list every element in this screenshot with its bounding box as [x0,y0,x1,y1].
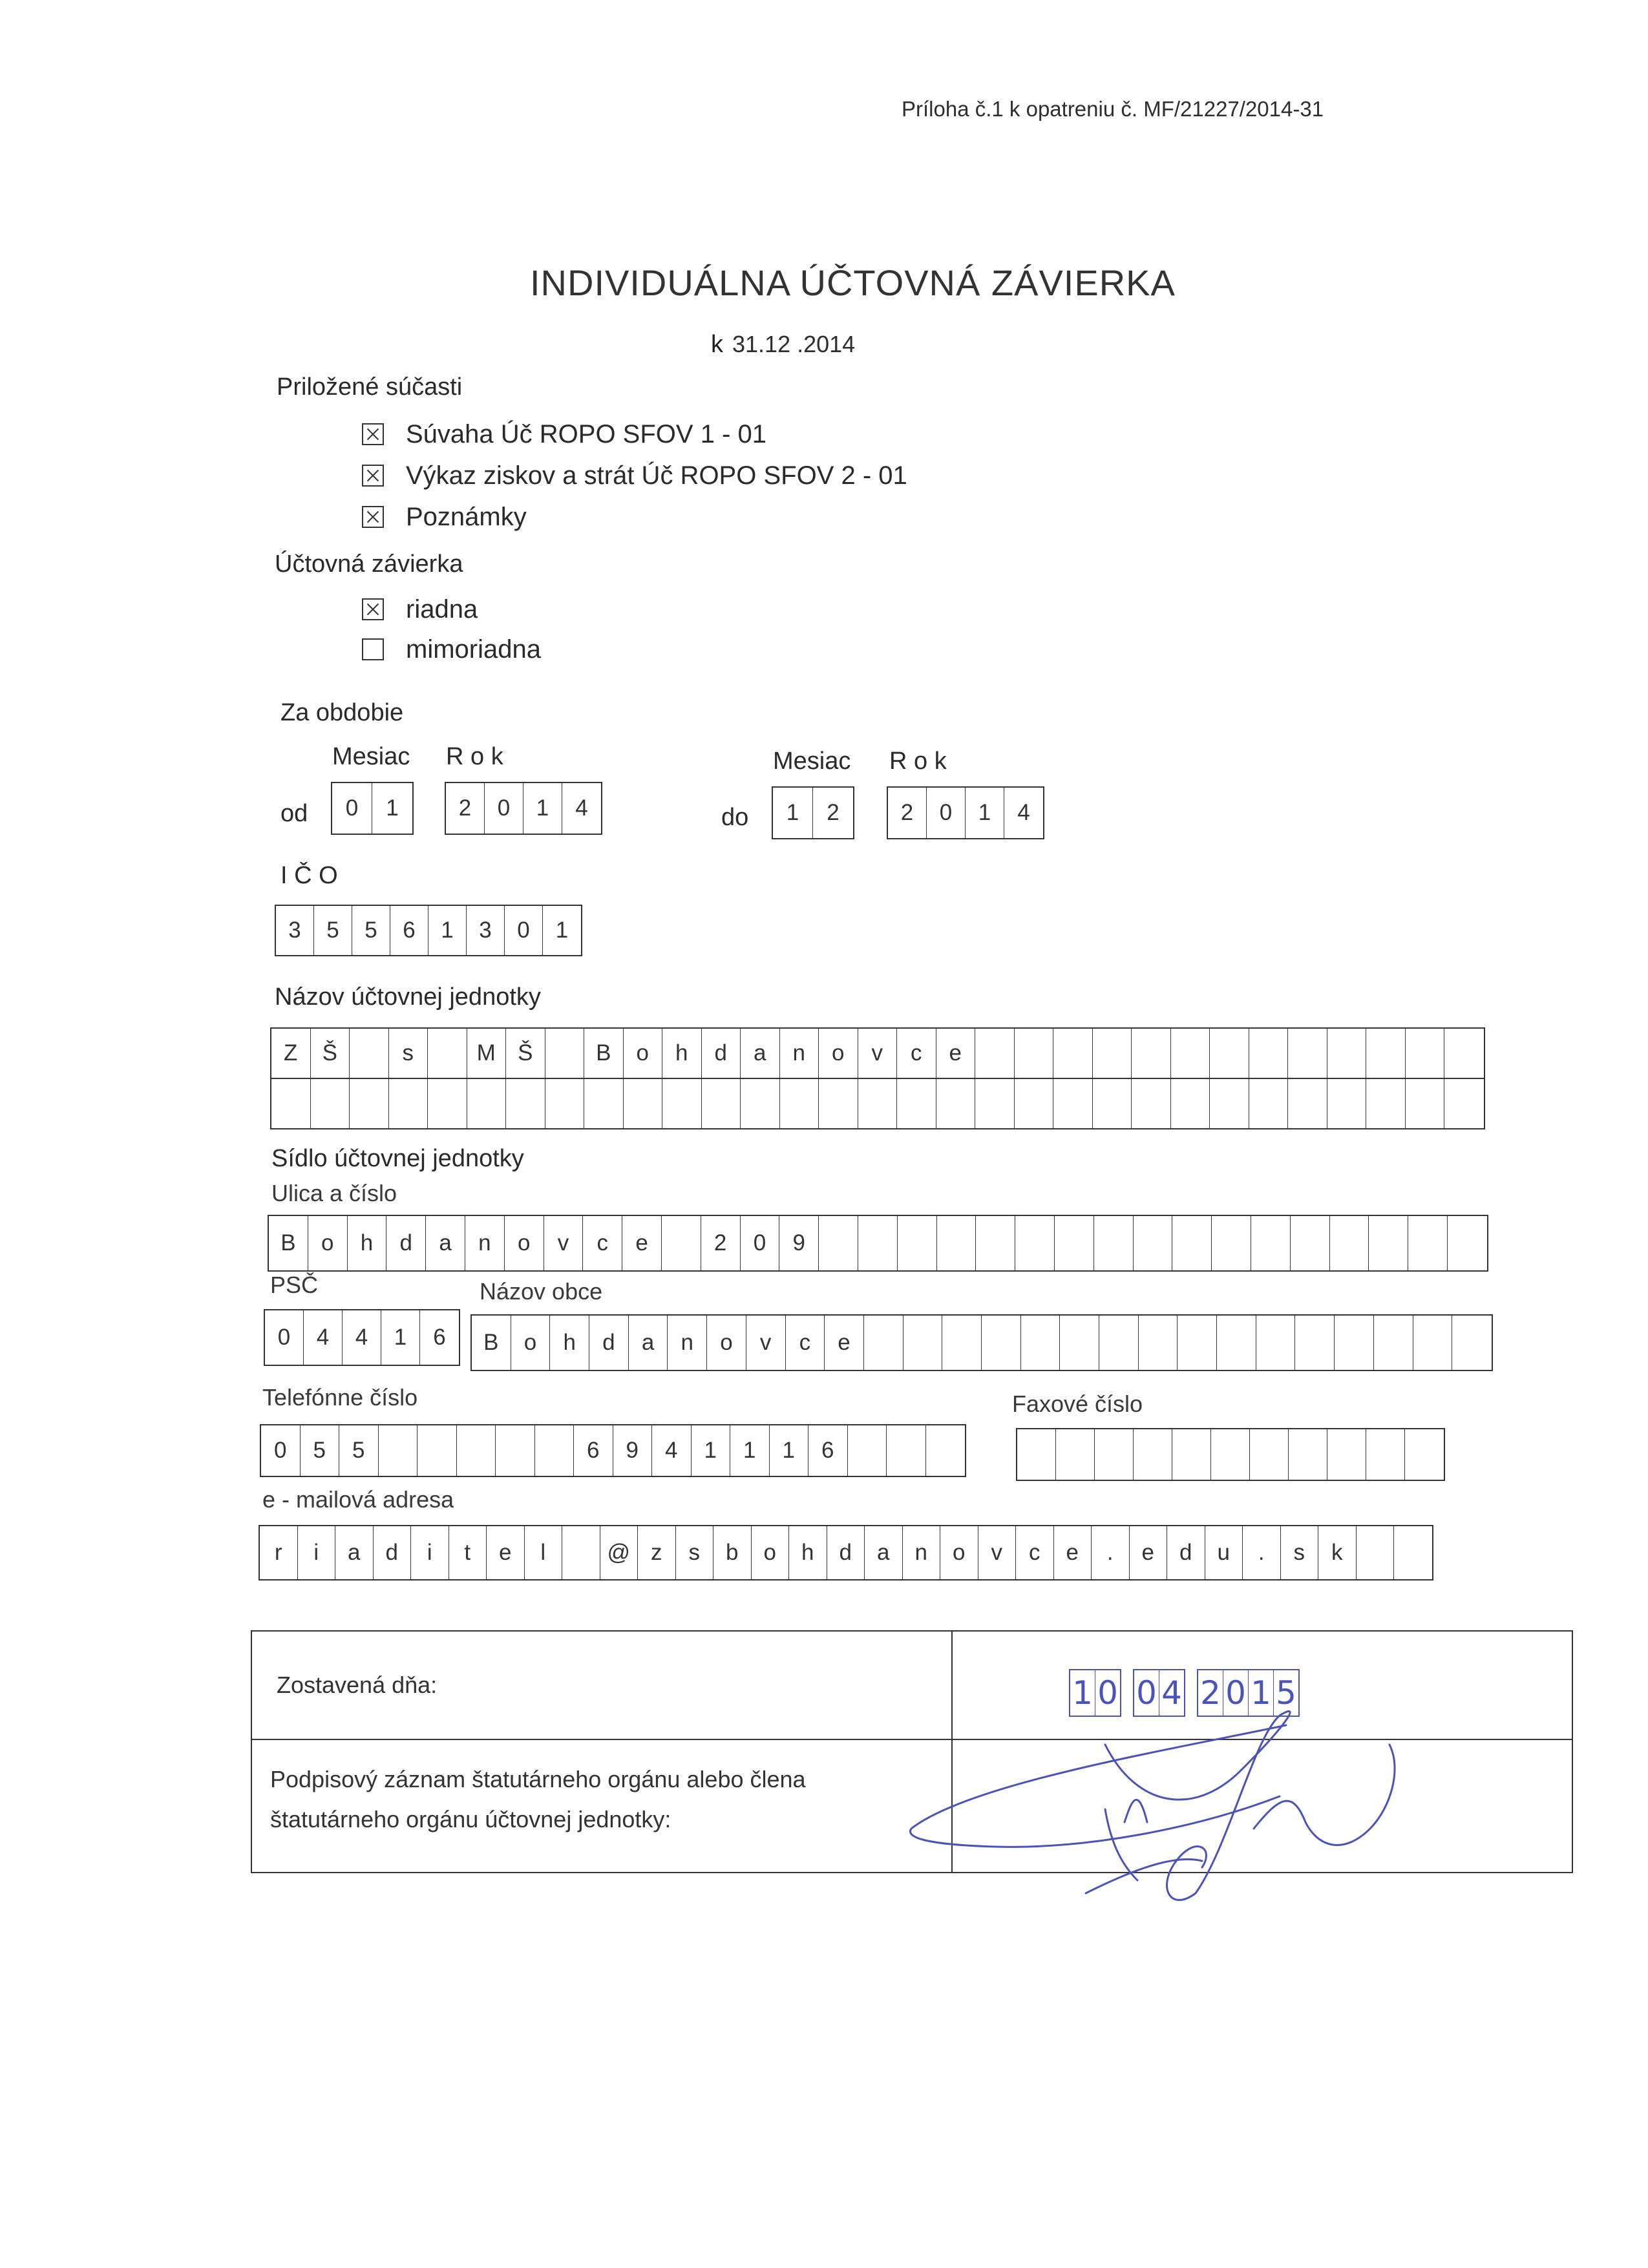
ico-label: I Č O [280,862,338,889]
char-cell [903,1316,943,1370]
char-cell: d [827,1526,865,1579]
char-cell: e [1130,1526,1168,1579]
digit-cell: 0 [485,783,523,834]
to-year-field[interactable] [887,786,1044,839]
char-cell: z [638,1526,676,1579]
char-cell [741,1079,780,1128]
char-cell [1335,1316,1374,1370]
char-cell: e [487,1526,525,1579]
char-cell: o [505,1216,544,1270]
char-cell: 0 [741,1216,780,1270]
to-month-field[interactable] [772,786,854,839]
char-cell [1394,1526,1432,1579]
hand-digit: 1 [1070,1670,1095,1716]
digit-cell: 6 [390,906,428,955]
char-cell [467,1079,507,1128]
char-cell [1053,1079,1093,1128]
char-cell: o [752,1526,790,1579]
signature-label-line-2: štatutárneho orgánu účtovnej jednotky: [270,1806,671,1832]
char-cell [1251,1216,1291,1270]
digit-cell: 0 [505,906,543,955]
date-prefix: k [711,331,723,358]
char-cell: 9 [613,1425,653,1476]
compiled-date-label: Zostavená dňa: [277,1672,438,1698]
char-cell [1212,1216,1251,1270]
char-cell [496,1425,535,1476]
char-cell: v [858,1029,898,1078]
char-cell [1015,1029,1054,1078]
char-cell [624,1079,663,1128]
period-label: Za obdobie [280,699,404,726]
checkbox-checked[interactable] [362,506,384,528]
hand-digit: 0 [1134,1670,1159,1716]
char-cell [1406,1029,1445,1078]
char-cell [1327,1079,1367,1128]
attachment-item[interactable] [362,414,907,455]
char-cell: o [308,1216,348,1270]
char-cell [1056,1429,1095,1480]
attachment-label: Poznámky [406,502,527,531]
char-cell [1178,1316,1217,1370]
char-cell [1210,1079,1249,1128]
char-cell [1094,1216,1134,1270]
char-cell [562,1526,600,1579]
page-title: INDIVIDUÁLNA ÚČTOVNÁ ZÁVIERKA [530,262,1176,303]
char-cell [1366,1079,1406,1128]
char-cell [1021,1316,1061,1370]
char-cell: a [629,1316,668,1370]
entity-name-row-1[interactable] [270,1027,1485,1079]
char-cell: . [1243,1526,1281,1579]
char-cell: d [589,1316,629,1370]
char-cell: a [335,1526,374,1579]
char-cell [1171,1079,1210,1128]
char-cell: 2 [701,1216,741,1270]
char-cell: o [819,1029,858,1078]
char-cell [864,1316,903,1370]
attachments-label: Priložené súčasti [277,373,463,401]
char-cell: 1 [381,1310,420,1365]
char-cell [1288,1079,1327,1128]
char-cell [975,1029,1015,1078]
char-cell: h [789,1526,827,1579]
attachment-item[interactable] [362,455,907,496]
to-year-label: R o k [889,748,947,775]
attachment-label: Súvaha Úč ROPO SFOV 1 - 01 [406,419,766,448]
char-cell [819,1216,858,1270]
char-cell: i [298,1526,336,1579]
char-cell: l [525,1526,563,1579]
char-cell [897,1079,936,1128]
statement-type-list [362,589,541,669]
char-cell: 4 [304,1310,343,1365]
char-cell [1093,1079,1132,1128]
statement-date [711,331,855,359]
checkbox-checked[interactable] [362,423,384,445]
char-cell [1327,1029,1367,1078]
char-cell [1291,1216,1330,1270]
char-cell: 5 [339,1425,379,1476]
char-cell [662,1216,701,1270]
char-cell [1134,1429,1172,1480]
char-cell: i [411,1526,449,1579]
char-cell [858,1216,898,1270]
char-cell [1132,1079,1171,1128]
char-cell [428,1029,467,1078]
char-cell: 1 [770,1425,809,1476]
char-cell [350,1079,389,1128]
char-cell: c [786,1316,825,1370]
char-cell [1452,1316,1492,1370]
char-cell: n [465,1216,505,1270]
char-cell: 6 [808,1425,848,1476]
char-cell: c [583,1216,622,1270]
char-cell [819,1079,858,1128]
char-cell [848,1425,887,1476]
char-cell: r [260,1526,298,1579]
char-cell [1139,1316,1178,1370]
fax-label: Faxové číslo [1012,1391,1143,1417]
char-cell [1015,1079,1054,1128]
char-cell [1172,1429,1211,1480]
from-label: od [280,800,308,827]
hand-digit: 0 [1097,1674,1118,1712]
hand-digit: 1 [1249,1670,1274,1716]
char-cell [1210,1029,1249,1078]
char-cell: k [1318,1526,1357,1579]
char-cell [1444,1029,1484,1078]
char-cell: d [374,1526,412,1579]
char-cell: M [467,1029,507,1078]
attachment-label: Výkaz ziskov a strát Úč ROPO SFOV 2 - 01 [406,461,907,490]
char-cell: c [897,1029,936,1078]
attachments-list [362,414,907,538]
char-cell: o [940,1526,978,1579]
psc-field[interactable] [264,1309,460,1366]
statement-type-option: riadna [406,594,478,624]
statement-type-regular[interactable] [362,589,541,629]
char-cell: 6 [574,1425,613,1476]
char-cell: a [741,1029,780,1078]
char-cell [1374,1316,1413,1370]
annex-reference: Príloha č.1 k opatreniu č. MF/21227/2014-31 [902,97,1324,121]
digit-cell: 2 [446,783,485,834]
char-cell [1093,1029,1132,1078]
char-cell: s [389,1029,428,1078]
char-cell: B [584,1029,624,1078]
char-cell [379,1425,418,1476]
char-cell: 4 [652,1425,692,1476]
char-cell [1406,1079,1445,1128]
char-cell: h [662,1029,702,1078]
char-cell: 0 [265,1310,304,1365]
char-cell [1060,1316,1099,1370]
phone-field[interactable] [260,1424,966,1477]
hand-digit: 5 [1276,1674,1296,1712]
char-cell [506,1079,545,1128]
psc-label: PSČ [270,1272,319,1298]
char-cell [1330,1216,1369,1270]
char-cell [1250,1429,1289,1480]
char-cell [1289,1429,1327,1480]
char-cell: b [713,1526,752,1579]
hand-digit: 4 [1161,1674,1182,1712]
digit-cell: 5 [352,906,390,955]
digit-cell: 1 [386,795,399,821]
digit-cell: 3 [276,906,314,955]
ico-field[interactable] [275,905,582,956]
city-label: Názov obce [480,1278,603,1305]
digit-cell: 1 [428,906,467,955]
char-cell [545,1029,585,1078]
from-year-field[interactable] [445,782,602,835]
char-cell: u [1205,1526,1243,1579]
hand-digit: 0 [1223,1670,1249,1716]
char-cell [457,1425,496,1476]
char-cell: a [865,1526,903,1579]
checkbox-checked[interactable] [362,465,384,487]
char-cell: 5 [301,1425,340,1476]
char-cell [898,1216,937,1270]
char-cell [1055,1216,1094,1270]
char-cell [1099,1316,1139,1370]
signature-label-line-1: Podpisový záznam štatutárneho orgánu alebo člena [270,1766,806,1792]
char-cell [1095,1429,1134,1480]
from-month-label: Mesiac [332,743,410,770]
char-cell: d [702,1029,741,1078]
date-value: 31.12 .2014 [732,331,856,357]
char-cell [271,1079,311,1128]
char-cell [1413,1316,1453,1370]
char-cell [311,1079,350,1128]
char-cell [936,1079,976,1128]
phone-label: Telefónne číslo [262,1384,418,1411]
char-cell: o [707,1316,746,1370]
char-cell [1017,1429,1056,1480]
char-cell [1369,1216,1408,1270]
statement-type-extraordinary[interactable] [362,629,541,669]
char-cell [350,1029,389,1078]
to-month-label: Mesiac [773,748,851,775]
char-cell [1288,1029,1327,1078]
digit-cell: 0 [332,783,372,834]
char-cell: v [978,1526,1017,1579]
digit-cell: 3 [467,906,505,955]
char-cell [1217,1316,1256,1370]
checkbox-checked[interactable] [362,598,384,620]
char-cell [976,1216,1015,1270]
char-cell: s [1281,1526,1319,1579]
char-cell [937,1216,977,1270]
attachment-item[interactable] [362,496,907,538]
char-cell [1327,1429,1366,1480]
char-cell [887,1425,926,1476]
char-cell [1448,1216,1487,1270]
char-cell: @ [600,1526,639,1579]
char-cell [1015,1216,1055,1270]
char-cell: h [348,1216,387,1270]
char-cell: n [668,1316,707,1370]
char-cell [1408,1216,1448,1270]
char-cell [662,1079,702,1128]
char-cell [1295,1316,1335,1370]
from-month-field[interactable] [331,782,414,835]
char-cell: Š [506,1029,545,1078]
char-cell: s [676,1526,714,1579]
char-cell: e [622,1216,662,1270]
city-field[interactable] [470,1314,1493,1371]
char-cell [1444,1079,1484,1128]
char-cell: Š [311,1029,350,1078]
digit-cell: 1 [523,783,562,834]
char-cell: n [780,1029,819,1078]
char-cell [942,1316,982,1370]
char-cell: e [936,1029,976,1078]
char-cell: 1 [730,1425,770,1476]
statement-type-option: mimoriadna [406,635,541,664]
char-cell: n [903,1526,941,1579]
char-cell: . [1092,1526,1130,1579]
char-cell [584,1079,624,1128]
char-cell: Z [271,1029,311,1078]
char-cell [975,1079,1015,1128]
char-cell: 0 [261,1425,301,1476]
checkbox-unchecked[interactable] [362,638,384,660]
digit-cell: 5 [314,906,352,955]
compiled-date-label-cell [251,1631,952,1739]
char-cell: B [269,1216,308,1270]
fax-field[interactable] [1016,1428,1445,1481]
char-cell [1172,1216,1212,1270]
char-cell: d [386,1216,426,1270]
char-cell [780,1079,819,1128]
address-label: Sídlo účtovnej jednotky [271,1145,524,1172]
char-cell [1256,1316,1296,1370]
char-cell [1053,1029,1093,1078]
char-cell: e [825,1316,864,1370]
char-cell: B [472,1316,511,1370]
char-cell: o [511,1316,551,1370]
char-cell [1366,1429,1405,1480]
char-cell: v [544,1216,584,1270]
char-cell [702,1079,741,1128]
char-cell: 4 [343,1310,381,1365]
hand-digit: 2 [1198,1670,1223,1716]
char-cell [1405,1429,1444,1480]
digit-cell: 1 [966,788,1004,838]
digit-cell: 1 [555,918,569,943]
char-cell: d [1167,1526,1205,1579]
char-cell [389,1079,428,1128]
char-cell: 1 [692,1425,731,1476]
char-cell [417,1425,457,1476]
char-cell: v [746,1316,786,1370]
email-label: e - mailová adresa [262,1486,454,1513]
char-cell: t [449,1526,487,1579]
char-cell [1171,1029,1210,1078]
digit-cell: 2 [888,788,927,838]
statement-type-label: Účtovná závierka [275,551,463,578]
char-cell: 9 [779,1216,819,1270]
digit-cell: 0 [927,788,966,838]
char-cell [535,1425,575,1476]
street-field[interactable] [268,1215,1488,1272]
digit-cell: 2 [827,800,840,825]
digit-cell: 1 [773,788,813,838]
char-cell [1357,1526,1395,1579]
entity-name-row-2[interactable] [270,1078,1485,1129]
char-cell [1249,1079,1289,1128]
digit-cell: 4 [575,795,588,821]
from-year-label: R o k [446,743,503,770]
signature-label-cell [251,1739,952,1873]
char-cell [428,1079,467,1128]
char-cell [858,1079,898,1128]
street-label: Ulica a číslo [271,1180,397,1206]
char-cell [1132,1029,1171,1078]
to-label: do [721,804,749,831]
char-cell: 6 [433,1325,446,1350]
char-cell: a [426,1216,465,1270]
email-field[interactable] [259,1525,1433,1580]
signature-scribble [892,1699,1422,1913]
entity-name-label: Názov účtovnej jednotky [275,983,541,1011]
char-cell [1249,1029,1289,1078]
char-cell: c [1016,1526,1054,1579]
char-cell [982,1316,1021,1370]
char-cell: o [624,1029,663,1078]
char-cell [1134,1216,1173,1270]
char-cell [545,1079,585,1128]
char-cell: e [1054,1526,1092,1579]
char-cell [1366,1029,1406,1078]
char-cell [926,1425,966,1476]
char-cell [1211,1429,1250,1480]
char-cell: h [550,1316,589,1370]
digit-cell: 4 [1017,800,1030,825]
